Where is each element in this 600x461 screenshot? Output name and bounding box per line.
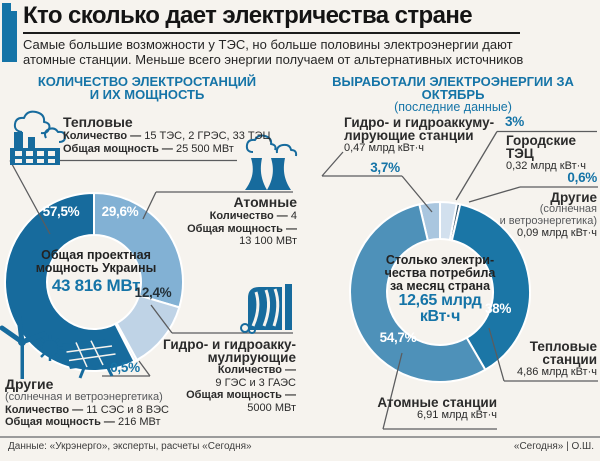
- other-plants-title: Другие: [5, 376, 54, 392]
- other-output-value: 0,09 млрд кВт·ч: [516, 227, 597, 239]
- thermal-output-block: [517, 340, 597, 379]
- page-subtitle: [23, 37, 583, 67]
- other-output-sub-line2: и ветроэнергетика): [499, 214, 597, 227]
- hydro-output-name-line2: лирующие станции: [344, 128, 474, 143]
- other-output-name: Другие: [550, 190, 597, 205]
- hydro-plants-title-line2: мулирующие: [207, 350, 296, 365]
- city-chp-value: 0,32 млрд кВт·ч: [506, 160, 587, 172]
- nuclear-output-name: Атомные станции: [377, 395, 497, 410]
- pct-city-chp-output: 3%: [505, 114, 524, 129]
- nuclear-plants-block: [187, 194, 297, 248]
- city-chp-name: Городские ТЭЦ: [506, 133, 577, 161]
- pct-nuclear-output: 54,7%: [379, 330, 417, 345]
- brand-marker: [2, 3, 17, 62]
- right-chart-heading-line1: ВЫРАБОТАЛИ ЭЛЕКТРОЭНЕРГИИ ЗА ОКТЯБРЬ: [332, 74, 574, 102]
- hydro-plants-count-label: Количество —: [217, 364, 296, 376]
- nuclear-plants-capacity-label: Общая мощность —: [187, 222, 297, 235]
- subtitle-line2: атомные станции. Меньше всего энергии получаем от альтернативных источников: [23, 52, 524, 67]
- thermal-output-value: 4,86 млрд кВт·ч: [516, 366, 597, 378]
- city-chp-block: [506, 134, 600, 173]
- total-consumption-value: 12,65 млрд: [398, 292, 482, 309]
- left-center-line1: Общая проектная: [41, 248, 151, 262]
- right-chart-heading: [306, 76, 600, 114]
- thermal-plants-block: [63, 114, 271, 155]
- credit: «Сегодня» | О.Ш.: [513, 441, 594, 452]
- nuclear-plants-count: Количество — 4: [209, 210, 297, 222]
- nuclear-output-block: [377, 396, 497, 422]
- hydro-output-value: 0,47 млрд кВт·ч: [344, 142, 425, 154]
- other-plants-subtitle: (солнечная и ветроэнергетика): [5, 391, 163, 403]
- data-source: Данные: «Укрэнерго», эксперты, расчеты «Сегодня»: [8, 441, 252, 452]
- right-center-line3: за месяц страна: [389, 279, 491, 293]
- total-capacity-value: 43 816 МВт: [51, 276, 141, 295]
- other-output-sub-line1: (солнечная: [539, 203, 597, 215]
- title-underline: [23, 32, 520, 34]
- thermal-plants-capacity: Общая мощность — 25 500 МВт: [63, 142, 234, 155]
- hydro-plants-count-value: 9 ГЭС и 3 ГАЭС: [215, 376, 296, 389]
- hydro-plants-capacity-value: 5000 МВт: [247, 401, 296, 414]
- hydro-output-block: [344, 116, 494, 155]
- left-chart-heading-line2: И ИХ МОЩНОСТЬ: [89, 86, 205, 102]
- nuclear-output-value: 6,91 млрд кВт·ч: [416, 409, 497, 421]
- thermal-plants-title: Тепловые: [63, 114, 133, 130]
- pct-thermal-capacity: 57,5%: [42, 204, 80, 219]
- other-output-block: [500, 191, 597, 240]
- nuclear-plants-capacity-value: 13 100 МВт: [239, 235, 297, 247]
- pct-nuclear-capacity: 29,6%: [101, 204, 139, 219]
- thermal-plants-count: Количество — 15 ТЭС, 2 ГРЭС, 33 ТЭЦ: [63, 130, 271, 142]
- thermal-output-name-line2: станции: [542, 352, 597, 367]
- hydro-output-name-line1: Гидро- и гидроаккуму-: [344, 115, 495, 130]
- total-consumption-unit: кВт·ч: [419, 308, 461, 325]
- pct-other-output: 0,6%: [567, 170, 597, 185]
- dam-icon: [241, 284, 292, 333]
- brand-marker-notch: [11, 3, 17, 11]
- right-center-line1: Столько электри-: [385, 253, 495, 267]
- pct-thermal-output: 38%: [484, 301, 512, 316]
- other-plants-block: [5, 376, 169, 429]
- hydro-plants-capacity-label: Общая мощность —: [186, 389, 296, 401]
- page-title: Кто сколько дает электричества стране: [23, 2, 472, 29]
- left-chart-heading: [25, 76, 269, 101]
- nuclear-plants-title: Атомные: [233, 194, 297, 210]
- factory-icon: [10, 112, 65, 165]
- left-center-line2: мощность Украины: [35, 261, 157, 275]
- subtitle-line1: Самые большие возможности у ТЭС, но больше половины электроэнергии дают: [23, 37, 513, 52]
- pct-hydro-capacity: 12,4%: [134, 285, 172, 300]
- hydro-plants-title-line1: Гидро- и гидроакку-: [163, 337, 296, 352]
- pct-hydro-output: 3,7%: [370, 160, 400, 175]
- pct-other-capacity: 0,5%: [110, 360, 140, 375]
- thermal-output-name-line1: Тепловые: [529, 339, 597, 354]
- hydro-plants-block: [163, 338, 296, 414]
- right-chart-heading-line2: (последние данные): [394, 100, 512, 114]
- other-plants-count: Количество — 11 СЭС и 8 ВЭС: [5, 403, 169, 416]
- right-center-line2: чества потребила: [384, 266, 496, 280]
- left-chart-heading-line1: КОЛИЧЕСТВО ЭЛЕКТРОСТАНЦИЙ: [37, 74, 257, 89]
- other-plants-capacity: Общая мощность — 216 МВт: [5, 416, 161, 428]
